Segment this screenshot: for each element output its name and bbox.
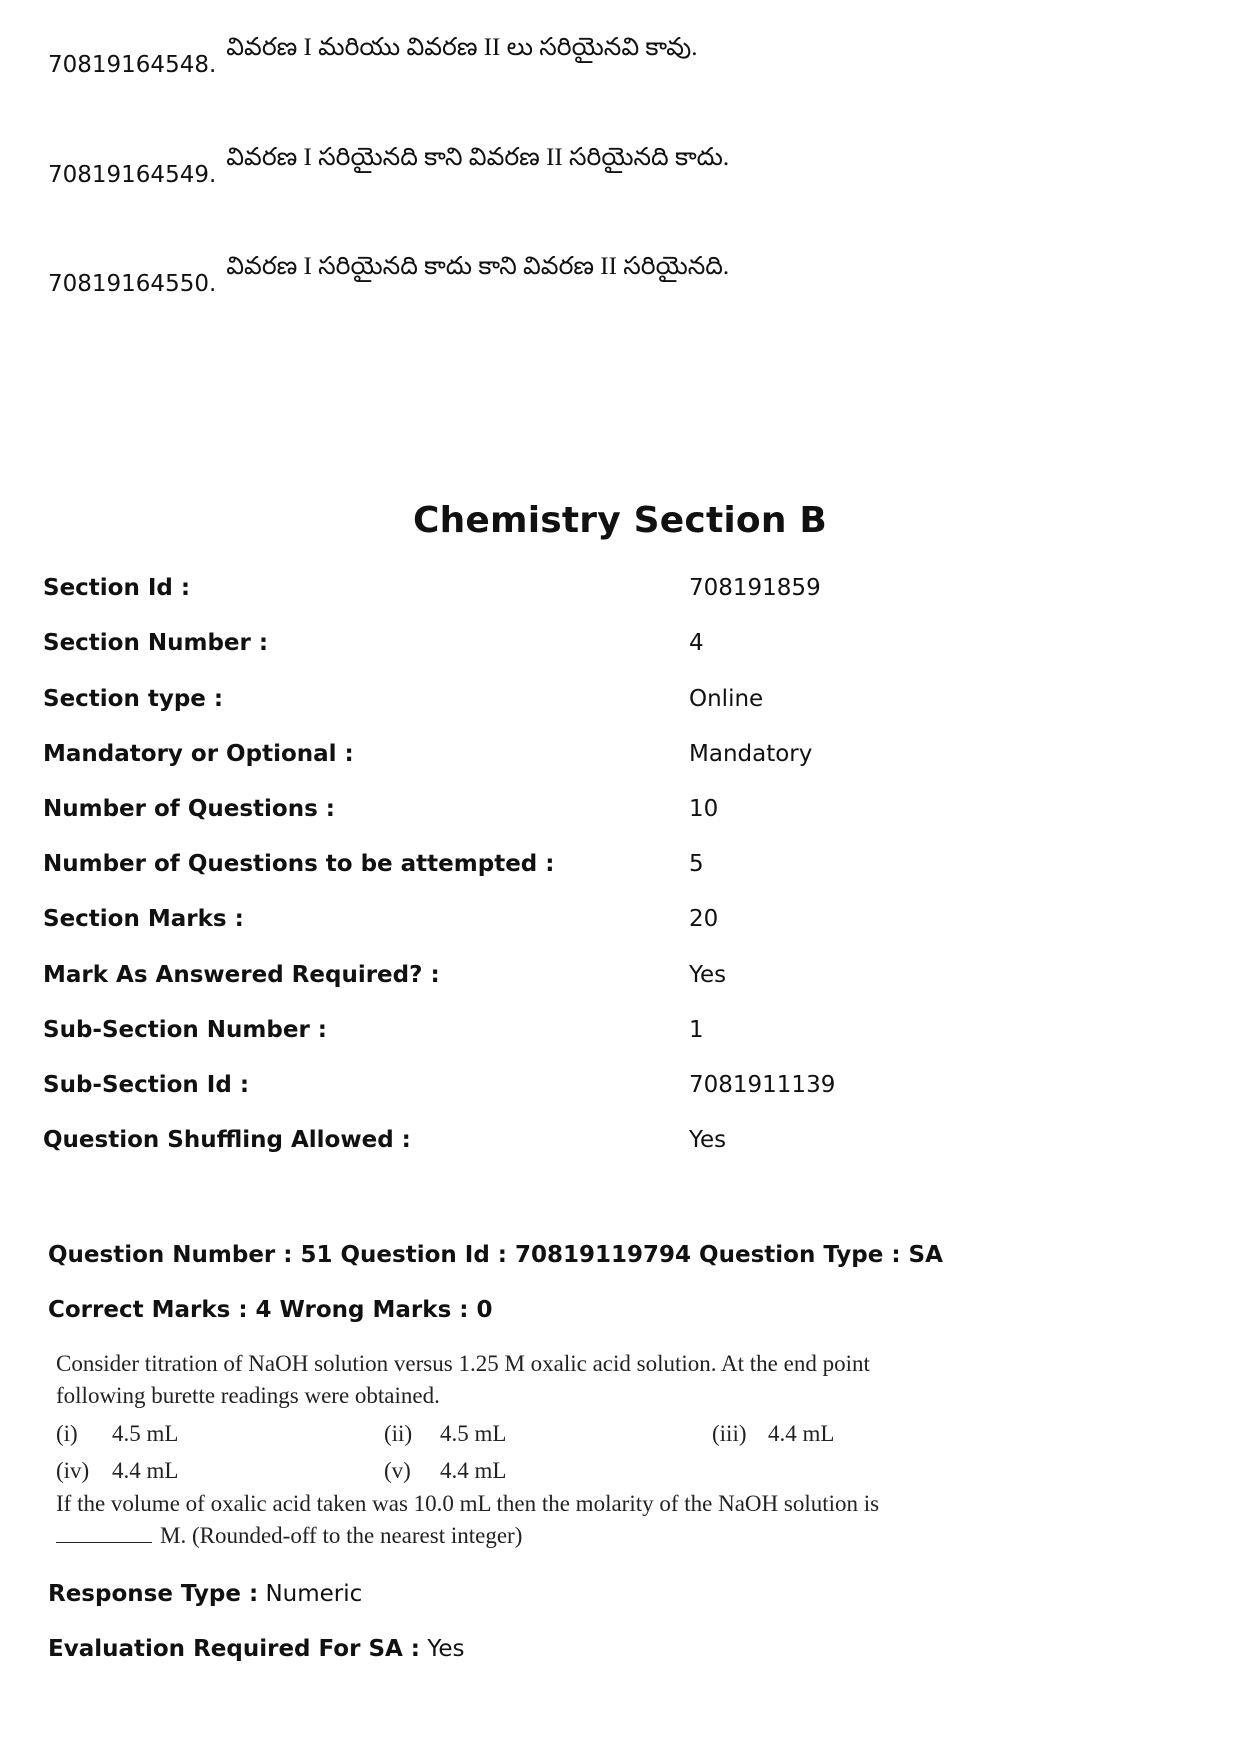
option-text: వివరణ I సరియైనది కాని వివరణ II సరియైనది కాదు. [226, 144, 730, 171]
detail-label: Mark As Answered Required? : [43, 962, 440, 988]
detail-value: 1 [689, 1017, 704, 1043]
response-type-label: Response Type : [48, 1581, 259, 1607]
stem-line-tail: M. (Rounded-off to the nearest integer) [160, 1523, 523, 1548]
detail-value: Yes [689, 1127, 727, 1153]
option-id: 70819164548. [48, 52, 217, 78]
reading-item [384, 1455, 506, 1487]
detail-value: 4 [689, 630, 704, 656]
reading-value: 4.5 mL [112, 1421, 179, 1446]
option-text: వివరణ I మరియు వివరణ II లు సరియైనవి కావు. [226, 34, 698, 61]
reading-value: 4.4 mL [112, 1458, 179, 1483]
detail-value: Yes [689, 962, 727, 988]
stem-line: following burette readings were obtained. [56, 1383, 440, 1408]
detail-label: Question Shuffling Allowed : [43, 1127, 411, 1153]
answer-blank [56, 1522, 152, 1543]
detail-value: 20 [689, 906, 719, 932]
question-stem [56, 1348, 956, 1552]
detail-label: Sub-Section Id : [43, 1072, 250, 1098]
section-title: Chemistry Section B [412, 500, 828, 541]
reading-value: 4.4 mL [440, 1458, 507, 1483]
detail-label: Section Id : [43, 575, 191, 601]
detail-label: Number of Questions : [43, 796, 335, 822]
evaluation-value: Yes [427, 1636, 465, 1662]
stem-line-with-blank [56, 1520, 956, 1552]
detail-value: Mandatory [689, 741, 813, 767]
reading-number: (ii) [384, 1421, 413, 1446]
detail-label: Number of Questions to be attempted : [43, 851, 555, 877]
reading-number: (i) [56, 1421, 78, 1446]
reading-number: (iii) [712, 1421, 747, 1446]
option-text: వివరణ I సరియైనది కాదు కాని వివరణ II సరియైనది. [226, 253, 730, 280]
detail-value: 10 [689, 796, 719, 822]
detail-value: 708191859 [689, 575, 821, 601]
reading-value: 4.5 mL [440, 1421, 507, 1446]
option-row [48, 144, 730, 188]
reading-item [56, 1418, 178, 1450]
detail-label: Section Number : [43, 630, 269, 656]
detail-label: Mandatory or Optional : [43, 741, 354, 767]
response-type [48, 1581, 362, 1607]
question-marks-text: Correct Marks : 4 Wrong Marks : 0 [48, 1297, 493, 1323]
response-type-value: Numeric [265, 1581, 363, 1607]
detail-label: Section type : [43, 686, 224, 712]
question-header [48, 1242, 943, 1268]
option-row [48, 34, 698, 78]
reading-item [712, 1418, 834, 1450]
option-id: 70819164549. [48, 162, 217, 188]
question-header-text: Question Number : 51 Question Id : 70819119794 Question Type : SA [48, 1242, 943, 1268]
detail-value: Online [689, 686, 764, 712]
evaluation-label: Evaluation Required For SA : [48, 1636, 421, 1662]
detail-label: Section Marks : [43, 906, 244, 932]
question-marks [48, 1297, 492, 1323]
reading-number: (v) [384, 1458, 411, 1483]
detail-label: Sub-Section Number : [43, 1017, 328, 1043]
reading-number: (iv) [56, 1458, 90, 1483]
burette-readings [56, 1412, 956, 1488]
detail-value: 5 [689, 851, 704, 877]
detail-value: 7081911139 [689, 1072, 836, 1098]
option-row [48, 253, 730, 297]
stem-line: Consider titration of NaOH solution versus 1.25 M oxalic acid solution. At the end point [56, 1351, 870, 1376]
evaluation-required [48, 1636, 464, 1662]
stem-line: If the volume of oxalic acid taken was 10.0 mL then the molarity of the NaOH solution is [56, 1491, 880, 1516]
reading-value: 4.4 mL [768, 1421, 835, 1446]
reading-item [384, 1418, 506, 1450]
option-id: 70819164550. [48, 271, 217, 297]
reading-item [56, 1455, 178, 1487]
